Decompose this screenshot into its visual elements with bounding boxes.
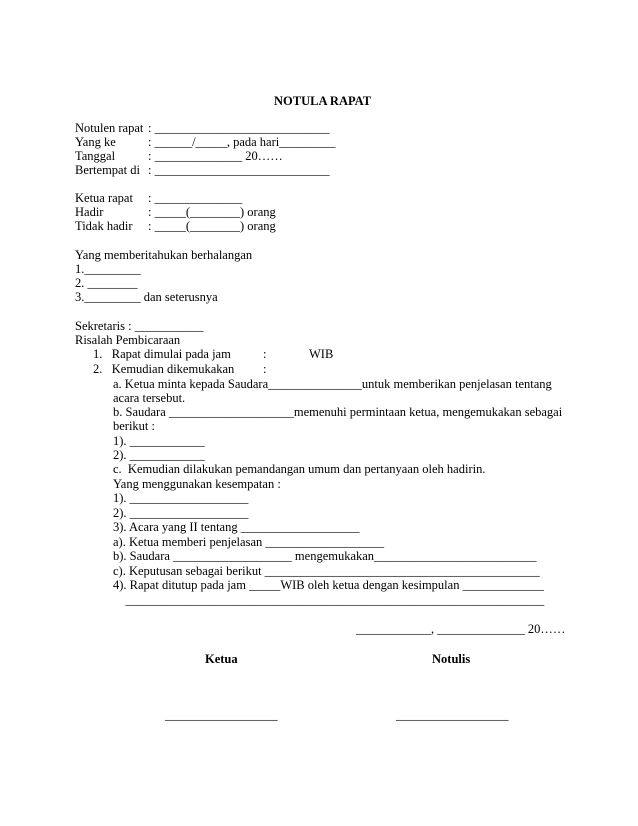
field-value-bertempat: : ____________________________ <box>148 163 330 177</box>
minutes-line: ___________________________________________________________________ <box>113 593 545 607</box>
signature-title-notulis: Notulis <box>432 652 471 666</box>
minutes-line: berikut : <box>113 419 156 433</box>
minutes-line: 2). ___________________ <box>113 506 249 520</box>
minutes-line: c. Kemudian dilakukan pemandangan umum dan pertanyaan oleh hadirin. <box>113 462 486 476</box>
minutes-line: c). Keputusan sebagai berikut ____________________________________________ <box>113 564 540 578</box>
minutes-item-1: 1. Rapat dimulai pada jam <box>93 347 231 361</box>
absent-item: 2. ________ <box>75 276 138 290</box>
minutes-line: a. Ketua minta kepada Saudara_______________untuk memberikan penjelasan tentang <box>113 377 552 391</box>
minutes-heading: Risalah Pembicaraan <box>75 333 181 347</box>
field-value-ketua-rapat: : ______________ <box>148 191 243 205</box>
field-label-tanggal: Tanggal <box>75 149 116 163</box>
field-value-notulen: : ____________________________ <box>148 121 330 135</box>
field-value-yang-ke: : ______/_____, pada hari_________ <box>148 135 336 149</box>
minutes-item-1-colon: : <box>263 347 267 361</box>
page-title: NOTULA RAPAT <box>274 94 372 108</box>
minutes-line: b). Saudara ___________________ mengemukakan__________________________ <box>113 549 537 563</box>
field-label-bertempat: Bertempat di <box>75 163 140 177</box>
minutes-line: 3). Acara yang II tentang ___________________ <box>113 520 360 534</box>
field-value-tidak-hadir: : _____(________) orang <box>148 219 276 233</box>
minutes-item-2-colon: : <box>263 362 267 376</box>
minutes-item-2: 2. Kemudian dikemukakan <box>93 362 235 376</box>
field-value-tanggal: : ______________ 20…… <box>148 149 283 163</box>
absent-item: 1._________ <box>75 262 141 276</box>
signature-title-ketua: Ketua <box>205 652 238 666</box>
field-label-ketua-rapat: Ketua rapat <box>75 191 133 205</box>
absent-heading: Yang memberitahukan berhalangan <box>75 248 253 262</box>
date-line: ____________, ______________ 20…… <box>356 622 566 636</box>
field-label-hadir: Hadir <box>75 205 104 219</box>
minutes-line: acara tersebut. <box>113 391 186 405</box>
minutes-line: 1). ___________________ <box>113 491 249 505</box>
minutes-line: Yang menggunakan kesempatan : <box>113 477 281 491</box>
secretary-line: Sekretaris : ___________ <box>75 319 204 333</box>
minutes-line: 1). ____________ <box>113 434 205 448</box>
field-label-tidak-hadir: Tidak hadir <box>75 219 133 233</box>
minutes-line: a). Ketua memberi penjelasan ___________________ <box>113 535 385 549</box>
minutes-line: 2). ____________ <box>113 448 205 462</box>
minutes-line: b. Saudara ____________________memenuhi permintaan ketua, mengemukakan sebagai <box>113 405 563 419</box>
field-label-notulen: Notulen rapat <box>75 121 144 135</box>
signature-line-ketua: __________________ <box>165 708 278 722</box>
field-value-hadir: : _____(________) orang <box>148 205 276 219</box>
signature-line-notulis: __________________ <box>396 708 509 722</box>
minutes-line: 4). Rapat ditutup pada jam _____WIB oleh ketua dengan kesimpulan _____________ <box>113 578 544 592</box>
field-label-yang-ke: Yang ke <box>75 135 116 149</box>
minutes-item-1-suffix: WIB <box>309 347 334 361</box>
absent-item: 3._________ dan seterusnya <box>75 290 218 304</box>
